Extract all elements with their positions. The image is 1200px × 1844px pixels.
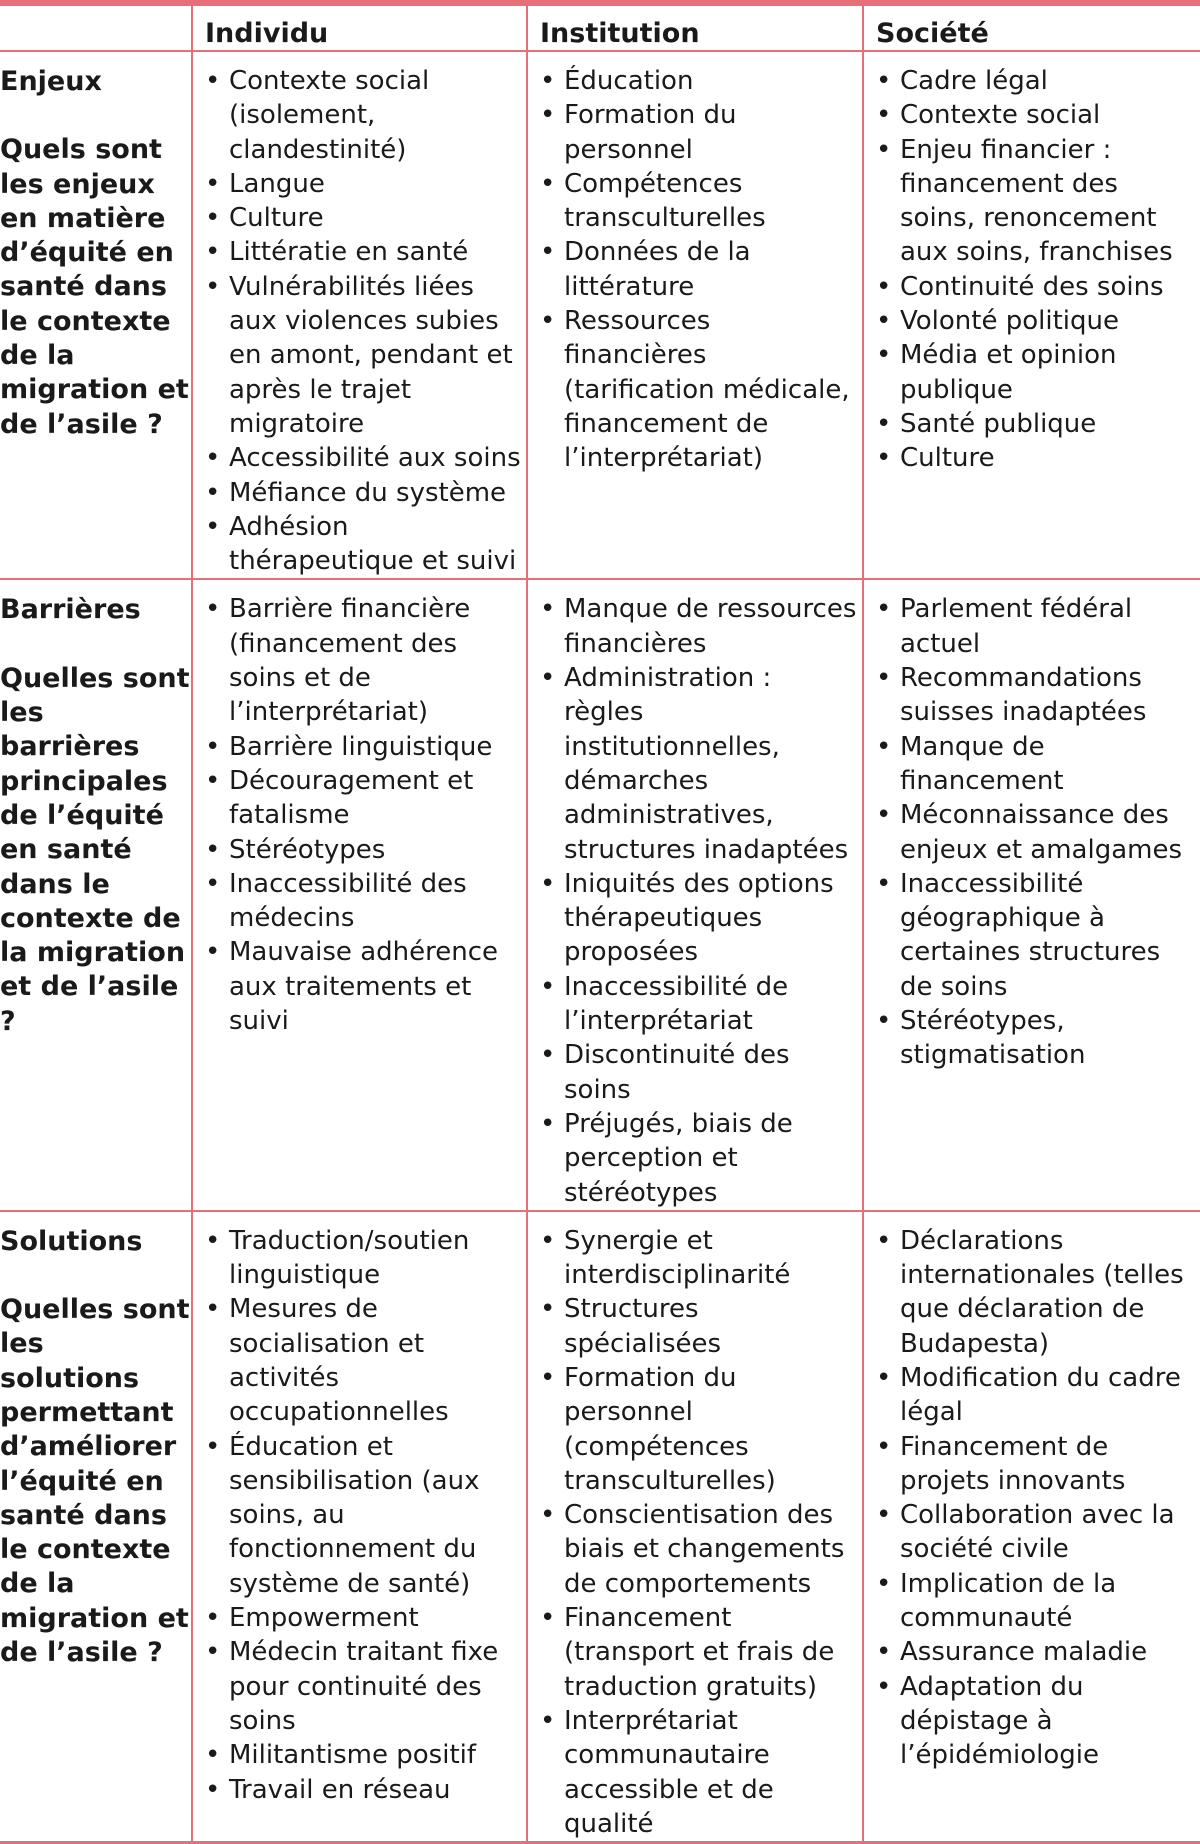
bullet-icon: • [205, 1637, 221, 1668]
bullet-icon: • [876, 1637, 892, 1668]
cell-individu [192, 1211, 527, 1843]
cell-individu [192, 51, 527, 579]
list-item-text: Préjugés, biais de perception et stéréotypes [564, 1108, 793, 1208]
list-item [876, 1567, 1196, 1636]
list-item [205, 1430, 522, 1601]
list-item-text: Interprétariat communautaire accessible et de qualité [564, 1705, 774, 1839]
list-item [205, 935, 522, 1038]
list-item [205, 64, 522, 167]
list-item-text: Santé publique [900, 408, 1097, 439]
list-item [876, 867, 1196, 1004]
list-item-text: Médecin traitant fixe pour continuité des soins [229, 1637, 499, 1736]
list-item [876, 661, 1196, 730]
bullet-icon: • [876, 1006, 892, 1037]
bullet-icon: • [540, 971, 556, 1002]
bullet-icon: • [205, 834, 221, 865]
bullet-icon: • [205, 1294, 221, 1325]
list-item [540, 1704, 858, 1841]
list-item-text: Vulnérabilités liées aux violences subies en amont, pendant et après le trajet migratoire [229, 271, 513, 439]
bullet-icon: • [205, 443, 221, 474]
bullet-icon: • [540, 1500, 556, 1531]
list-item [205, 592, 522, 729]
list-item-text: Travail en réseau [229, 1774, 451, 1805]
table-row [0, 579, 1200, 1210]
list-item-text: Enjeu financier : financement des soins, renoncement aux soins, franchises [900, 134, 1173, 268]
table-row [0, 51, 1200, 579]
list-item [205, 1601, 522, 1635]
list-item [540, 592, 858, 661]
bullet-icon: • [205, 868, 221, 899]
list-item-text: Éducation et sensibilisation (aux soins, au fonctionnement du système de santé) [229, 1431, 480, 1599]
list-item-text: Méfiance du système [229, 477, 507, 508]
list-item [540, 867, 858, 970]
bullet-icon: • [540, 663, 556, 694]
list-item [540, 1292, 858, 1361]
bullet-icon: • [876, 443, 892, 474]
bullet-icon: • [205, 1431, 221, 1462]
list-item [205, 201, 522, 235]
list-item-text: Discontinuité des soins [564, 1040, 790, 1105]
list-item [876, 64, 1196, 98]
list-item [205, 441, 522, 475]
bullet-list [864, 580, 1200, 1072]
list-item-text: Littératie en santé [229, 237, 469, 268]
bullet-icon: • [876, 1500, 892, 1531]
bullet-list [193, 1212, 526, 1807]
bullet-icon: • [205, 937, 221, 968]
list-item-text: Formation du personnel (compétences transculturelles) [564, 1362, 776, 1496]
bullet-icon: • [205, 237, 221, 268]
bullet-list [528, 52, 862, 476]
row-question: Quelles sont les solutions permettant d’améliorer l’équité en santé dans le contexte de la migration et de l’asile ? [0, 1294, 190, 1669]
list-item [205, 270, 522, 441]
list-item-text: Compétences transculturelles [564, 168, 766, 234]
list-item-text: Déclarations internationales (telles que déclaration de Budapesta) [900, 1225, 1184, 1359]
list-item-text: Inaccessibilité des médecins [229, 868, 467, 934]
bullet-icon: • [205, 1603, 221, 1634]
bullet-icon: • [876, 731, 892, 762]
row-header [0, 1211, 192, 1843]
list-item [876, 1004, 1196, 1073]
bullet-icon: • [205, 731, 221, 762]
row-header [0, 579, 192, 1210]
list-item [205, 1773, 522, 1807]
list-item [876, 592, 1196, 661]
bullet-icon: • [205, 511, 221, 542]
list-item [540, 235, 858, 304]
list-item [540, 1224, 858, 1293]
header-institution: Institution [527, 3, 863, 51]
bullet-icon: • [540, 1294, 556, 1325]
bullet-icon: • [205, 203, 221, 234]
list-item [876, 133, 1196, 270]
list-item [540, 661, 858, 867]
bullet-icon: • [205, 1774, 221, 1805]
header-societe: Société [863, 3, 1200, 51]
bullet-icon: • [540, 868, 556, 899]
row-question: Quels sont les enjeux en matière d’équité en santé dans le contexte de la migration et de l’asile ? [0, 134, 189, 440]
list-item-text: Média et opinion publique [900, 340, 1117, 405]
header-row [0, 3, 1200, 51]
bullet-icon: • [205, 477, 221, 508]
list-item-text: Cadre légal [900, 66, 1048, 96]
bullet-icon: • [205, 594, 221, 625]
list-item [205, 1635, 522, 1738]
cell-institution [527, 51, 863, 579]
list-item [540, 98, 858, 167]
bullet-icon: • [876, 100, 892, 131]
list-item [205, 1292, 522, 1429]
list-item-text: Assurance maladie [900, 1637, 1148, 1668]
bullet-icon: • [876, 306, 892, 337]
list-item-text: Mauvaise adhérence aux traitements et suivi [229, 937, 498, 1037]
bullet-icon: • [876, 868, 892, 899]
bullet-icon: • [876, 594, 892, 625]
bullet-icon: • [876, 1671, 892, 1702]
list-item [876, 1224, 1196, 1361]
list-item [540, 1107, 858, 1210]
row-header [0, 51, 192, 579]
list-item [205, 1224, 522, 1293]
row-title: Barrières [0, 594, 141, 626]
list-item [205, 235, 522, 269]
list-item [876, 441, 1196, 475]
list-item [876, 1430, 1196, 1499]
bullet-icon: • [205, 1740, 221, 1771]
list-item-text: Langue [229, 168, 325, 199]
list-item-text: Financement (transport et frais de traduction gratuits) [564, 1603, 835, 1702]
list-item [540, 1498, 858, 1601]
list-item-text: Ressources financières (tarification médicale, financement de l’interprétariat) [564, 306, 850, 474]
list-item-text: Culture [229, 203, 324, 234]
list-item-text: Éducation [564, 66, 694, 96]
list-item [876, 338, 1196, 407]
list-item [540, 1038, 858, 1107]
bullet-icon: • [205, 168, 221, 199]
list-item-text: Données de la littérature [564, 237, 751, 302]
list-item [876, 1498, 1196, 1567]
list-item [540, 970, 858, 1039]
list-item-text: Formation du personnel [564, 100, 737, 165]
bullet-icon: • [876, 134, 892, 165]
list-item-text: Manque de financement [900, 731, 1064, 796]
list-item [540, 304, 858, 475]
cell-societe [863, 579, 1200, 1210]
bullet-icon: • [540, 1108, 556, 1139]
list-item [205, 867, 522, 936]
list-item [205, 833, 522, 867]
list-item-text: Culture [900, 443, 995, 474]
cell-societe [863, 1211, 1200, 1843]
bullet-icon: • [205, 765, 221, 796]
list-item-text: Financement de projets innovants [900, 1431, 1126, 1496]
list-item-text: Stéréotypes [229, 834, 386, 865]
list-item [876, 270, 1196, 304]
bullet-icon: • [876, 408, 892, 439]
bullet-list [864, 52, 1200, 476]
row-title: Enjeux [0, 66, 102, 97]
list-item [540, 64, 858, 98]
list-item [205, 1738, 522, 1772]
table-row [0, 1211, 1200, 1843]
list-item-text: Adhésion thérapeutique et suivi [229, 511, 517, 577]
bullet-list [193, 52, 526, 578]
list-item-text: Conscientisation des biais et changements de comportements [564, 1500, 845, 1599]
list-item [540, 167, 858, 236]
list-item-text: Traduction/soutien linguistique [229, 1225, 470, 1291]
bullet-icon: • [876, 1225, 892, 1256]
list-item [540, 1361, 858, 1498]
list-item-text: Structures spécialisées [564, 1294, 722, 1359]
list-item [876, 98, 1196, 132]
list-item-text: Continuité des soins [900, 271, 1164, 302]
bullet-list [864, 1212, 1200, 1773]
list-item [876, 1635, 1196, 1669]
cell-institution [527, 579, 863, 1210]
bullet-icon: • [540, 237, 556, 268]
list-item-text: Administration : règles institutionnelles, démarches administratives, structures inadaptées [564, 663, 849, 865]
bullet-icon: • [205, 1225, 221, 1256]
bullet-icon: • [540, 1603, 556, 1634]
bullet-icon: • [540, 306, 556, 337]
header-individu: Individu [192, 3, 527, 51]
list-item-text: Empowerment [229, 1603, 419, 1634]
list-item-text: Inaccessibilité de l’interprétariat [564, 971, 789, 1037]
bullet-list [528, 1212, 862, 1841]
list-item [540, 1601, 858, 1704]
bullet-list [193, 580, 526, 1038]
list-item-text: Contexte social (isolement, clandestinité) [229, 66, 430, 165]
bullet-list [528, 580, 862, 1209]
header-empty [0, 3, 192, 51]
list-item-text: Barrière linguistique [229, 731, 493, 762]
bullet-icon: • [876, 271, 892, 302]
list-item-text: Collaboration avec la société civile [900, 1500, 1175, 1565]
bullet-icon: • [876, 1362, 892, 1393]
list-item-text: Synergie et interdisciplinarité [564, 1225, 791, 1291]
bullet-icon: • [540, 1225, 556, 1256]
bullet-icon: • [540, 66, 556, 96]
bullet-icon: • [876, 663, 892, 694]
list-item [205, 476, 522, 510]
cell-societe [863, 51, 1200, 579]
list-item-text: Modification du cadre légal [900, 1362, 1181, 1428]
list-item [876, 407, 1196, 441]
list-item-text: Inaccessibilité géographique à certaines structures de soins [900, 868, 1161, 1002]
row-question: Quelles sont les barrières principales de l’équité en santé dans le contexte de la migration et de l’asile ? [0, 662, 190, 1037]
bullet-icon: • [540, 594, 556, 625]
bullet-icon: • [876, 1431, 892, 1462]
bullet-icon: • [205, 66, 221, 96]
list-item-text: Mesures de socialisation et activités occupationnelles [229, 1294, 449, 1428]
bullet-icon: • [876, 340, 892, 371]
list-item [205, 510, 522, 579]
list-item [876, 798, 1196, 867]
list-item-text: Manque de ressources financières [564, 594, 857, 659]
list-item-text: Parlement fédéral actuel [900, 594, 1133, 659]
bullet-icon: • [540, 1705, 556, 1736]
list-item [205, 764, 522, 833]
bullet-icon: • [876, 1568, 892, 1599]
list-item [876, 1670, 1196, 1773]
bullet-icon: • [876, 800, 892, 831]
list-item-text: Iniquités des options thérapeutiques proposées [564, 868, 834, 968]
bullet-icon: • [540, 1040, 556, 1071]
list-item [876, 730, 1196, 799]
bullet-icon: • [540, 168, 556, 199]
list-item-text: Contexte social [900, 100, 1101, 131]
list-item-text: Militantisme positif [229, 1740, 477, 1771]
row-title: Solutions [0, 1225, 143, 1257]
list-item [876, 304, 1196, 338]
list-item-text: Accessibilité aux soins [229, 443, 521, 474]
cell-institution [527, 1211, 863, 1843]
list-item-text: Implication de la communauté [900, 1568, 1117, 1634]
list-item-text: Adaptation du dépistage à l’épidémiologie [900, 1671, 1100, 1771]
bullet-icon: • [540, 100, 556, 131]
list-item-text: Barrière financière (financement des soins et de l’interprétariat) [229, 594, 471, 728]
list-item-text: Méconnaissance des enjeux et amalgames [900, 800, 1183, 865]
bullet-icon: • [540, 1362, 556, 1393]
list-item-text: Volonté politique [900, 306, 1119, 337]
list-item [205, 730, 522, 764]
list-item-text: Stéréotypes, stigmatisation [900, 1006, 1086, 1071]
bullet-icon: • [876, 66, 892, 96]
list-item [876, 1361, 1196, 1430]
list-item [205, 167, 522, 201]
bullet-icon: • [205, 271, 221, 302]
cell-individu [192, 579, 527, 1210]
list-item-text: Recommandations suisses inadaptées [900, 663, 1147, 728]
list-item-text: Découragement et fatalisme [229, 765, 474, 831]
